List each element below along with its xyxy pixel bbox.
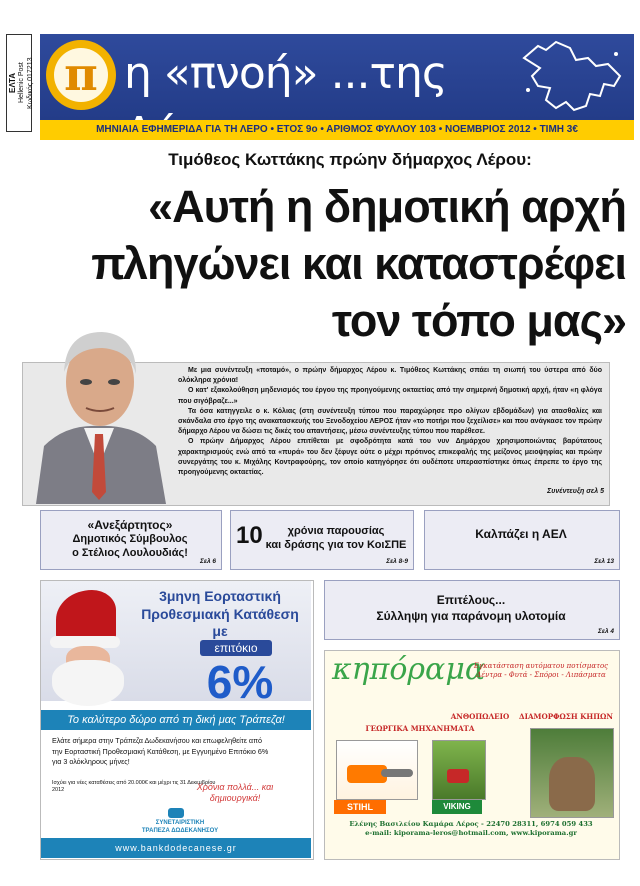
chainsaw-image xyxy=(336,740,418,800)
teaser-ref: Σελ 4 xyxy=(598,628,614,635)
page-reference: Συνέντευξη σελ 5 xyxy=(547,488,604,495)
logo-glyph: π xyxy=(64,47,98,101)
ad-line: επιτόκιο xyxy=(200,640,272,656)
headline-kicker: Τιμόθεος Κωττάκης πρώην δήμαρχος Λέρου: xyxy=(168,150,532,169)
ad-rate: 6% xyxy=(206,656,274,708)
viking-logo: VIKING xyxy=(432,800,482,814)
shop-category: ΑΝΘΟΠΩΛΕΙΟ xyxy=(450,712,510,721)
teaser-ref: Σελ 13 xyxy=(594,558,614,565)
lead-article-body xyxy=(178,366,602,478)
issue-info: ΜΗΝΙΑΙΑ ΕΦΗΜΕΡΙΔΑ ΓΙΑ ΤΗ ΛΕΡΟ • ΕΤΟΣ 9ο • ΑΡΙΘΜΟΣ ΦΥΛΛΟΥ 103 • ΝΟΕΜΒΡΙΟΣ 2012 • ΤΙΜΗ 3€ xyxy=(96,124,578,135)
article-paragraph: Ο πρώην Δήμαρχος Λέρου επιτίθεται με σφοδρότητα κατά του νυν Δημάρχου χρησιμοποιώντας βαρύτατους χαρακτηρισμούς ενώ από τα «πυρά» του δεν ξέφυγε ούτε ο μέχρι πρότινος επικεφαλής της μείζονος μειοψηφίας και πρώην συνεργάτης του κ. Μιχάλης Κοντραφούρης, τον οποίο κατηγόρησε ότι ουδέποτε υπερασπίστηκε όπως έπρεπε το έργο της προηγούμενης οκταετίας. xyxy=(178,438,602,477)
headline-line: τον τόπο μας» xyxy=(332,295,626,346)
bank-url[interactable]: www.bankdodecanese.gr xyxy=(41,838,311,858)
santa-beard xyxy=(52,660,124,706)
headline-line: «Αυτή η δημοτική αρχή xyxy=(148,181,626,232)
shop-services: Εγκατάσταση αυτόματου ποτίσματος Δέντρα - Φυτά - Σπόροι - Λιπάσματα xyxy=(473,662,609,679)
article-paragraph: Ο κατ' εξακολούθηση μηδενισμός του έργου της προηγούμενης οκταετίας από την σημερινή δημοτική αρχή, ήταν «η φλόγα που σιγόβραζε...» xyxy=(178,387,602,405)
teaser-title: χρόνια παρουσίας και δράσης για τον ΚοιΣΠΕ xyxy=(265,525,407,551)
portrait-photo xyxy=(26,316,172,504)
article-paragraph: Τα όσα κατηγγειλε ο κ. Κόλιας (στη συνέντευξη τύπου που παραχώρησε προ ολίγων εβδομάδων) για ατασθαλίες και σκάνδαλα στο έργο της ανακατασκευής του Ξενοδοχείου ΛΕΡΟΣ ήταν «το ποτήρι που ξεχείλισε» και που ανάγκασε τον πρώην δήμαρχο Λέρου να δώσει τις δικές του απαντήσεις, μέσω συνέντευξης τύπου που παρέθεσε. xyxy=(178,407,602,436)
bank-name: ΣΥΝΕΤΑΙΡΙΣΤΙΚΗ xyxy=(155,820,205,826)
newspaper-title: η «πνοή» ...της xyxy=(124,48,447,99)
bank-logo-icon xyxy=(168,808,184,818)
teaser-number: 10 xyxy=(236,522,263,549)
ad-line: Προθεσμιακή Κατάθεση xyxy=(141,606,299,622)
article-paragraph: Με μια συνέντευξη «ποταμό», ο πρώην δήμαρχος Λέρου κ. Τιμόθεος Κωττάκης σπάει τη σιωπή του ύστερα από δύο ολόκληρα χρόνια! xyxy=(178,367,602,385)
leros-map-icon xyxy=(516,36,628,118)
bank-name: ΤΡΑΠΕΖΑ ΔΩΔΕΚΑΝΗΣΟΥ xyxy=(141,828,219,834)
shop-contact: Ελένης Βασιλείου Καμάρα Λέρος - 22470 28311, 6974 059 433 e-mail: kiporama-leros@hotmail.com, www.kiporama.gr xyxy=(349,820,593,837)
shop-category: ΔΙΑΜΟΡΦΩΣΗ ΚΗΠΩΝ xyxy=(519,712,613,721)
ad-wish: Χρόνια πολλά... και δημιουργικά! xyxy=(196,782,274,803)
shop-category: ΓΕΩΡΓΙΚΑ ΜΗΧΑΝΗΜΑΤΑ xyxy=(365,724,475,733)
headline-line: πληγώνει και καταστρέφει xyxy=(91,238,626,289)
teaser-title: «Ανεξάρτητος» Δημοτικός Σύμβουλος ο Στέλιος Λουλουδιάς! xyxy=(72,518,188,559)
teaser-title: Επιτέλους... Σύλληψη για παράνομη υλοτομία xyxy=(376,593,566,623)
planter-image xyxy=(530,728,614,818)
teaser-ref: Σελ 6 xyxy=(200,558,216,565)
ad-fineprint: Ισχύει για νέες καταθέσεις από 20.000€ και μέχρι τις 31 Δεκεμβρίου 2012 xyxy=(52,780,216,793)
postage-stamp-text: ΕΛΤΑ Hellenic Post Κωδικός 017213 xyxy=(8,57,34,109)
tiller-image xyxy=(432,740,486,800)
ad-body: Ελάτε σήμερα στην Τράπεζα Δωδεκανήσου και επωφεληθείτε από την Εορταστική Προθεσμιακή Κατάθεση, με Εγγυημένο Επιτόκιο 6% για 3 ολόκληρους μήνες! xyxy=(52,736,269,766)
teaser-ref: Σελ 8-9 xyxy=(386,558,408,565)
ad-line: με xyxy=(212,623,228,639)
stihl-logo: STIHL xyxy=(334,800,386,814)
ad-line: 3μηνη Εορταστική xyxy=(159,588,281,604)
teaser-title: Καλπάζει η ΑΕΛ xyxy=(475,527,567,541)
ad-slogan: Το καλύτερο δώρο από τη δική μας Τράπεζα! xyxy=(67,714,285,726)
shop-logo: κηπόραμα xyxy=(332,652,486,687)
